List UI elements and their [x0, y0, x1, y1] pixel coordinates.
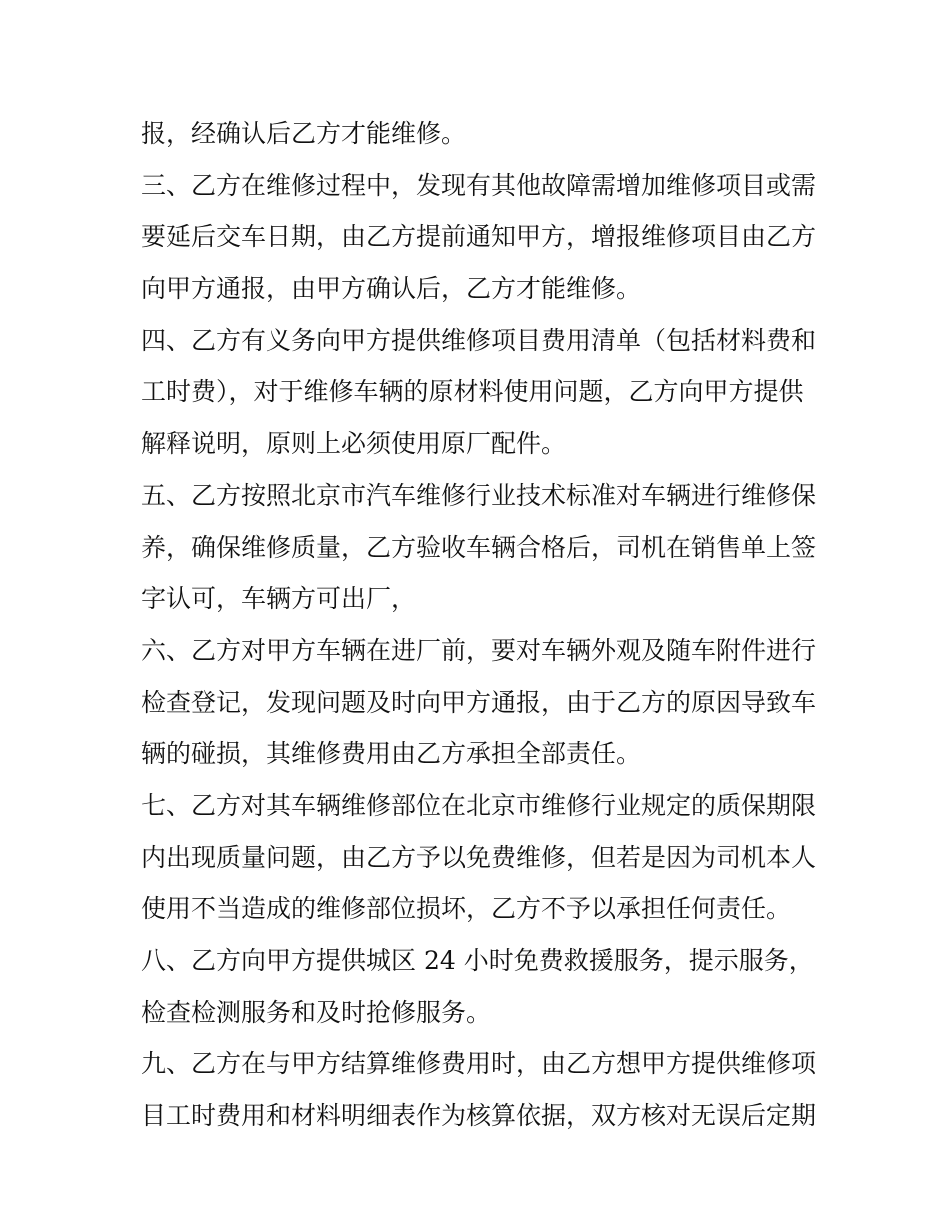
text-line: 要延后交车日期，由乙方提前通知甲方，增报维修项目由乙方 [141, 222, 817, 252]
document-body [141, 108, 821, 1142]
text-line: 四、乙方有义务向甲方提供维修项目费用清单（包括材料费和 [141, 325, 817, 355]
text-line: 九、乙方在与甲方结算维修费用时，由乙方想甲方提供维修项 [141, 1049, 817, 1079]
text-line: 目工时费用和材料明细表作为核算依据，双方核对无误后定期 [141, 1101, 817, 1131]
text-line: 向甲方通报，由甲方确认后，乙方才能维修。 [141, 274, 642, 304]
text-line: 检查登记，发现问题及时向甲方通报，由于乙方的原因导致车 [141, 687, 817, 717]
text-line: 养，确保维修质量，乙方验收车辆合格后，司机在销售单上签 [141, 532, 817, 562]
text-line: 七、乙方对其车辆维修部位在北京市维修行业规定的质保期限 [141, 790, 817, 820]
text-line: 解释说明，原则上必须使用原厂配件。 [141, 429, 567, 459]
text-line: 八、乙方向甲方提供城区 24 小时免费救援服务，提示服务， [141, 946, 814, 975]
text-line: 检查检测服务和及时抢修服务。 [141, 997, 492, 1027]
text-line: 工时费），对于维修车辆的原材料使用问题，乙方向甲方提供 [141, 377, 804, 407]
text-line: 六、乙方对甲方车辆在进厂前，要对车辆外观及随车附件进行 [141, 635, 817, 665]
text-line: 内出现质量问题，由乙方予以免费维修，但若是因为司机本人 [141, 842, 817, 872]
text-line: 报，经确认后乙方才能维修。 [141, 119, 467, 148]
text-line: 三、乙方在维修过程中，发现有其他故障需增加维修项目或需 [141, 170, 817, 200]
text-line: 辆的碰损，其维修费用由乙方承担全部责任。 [141, 739, 642, 769]
text-line: 字认可，车辆方可出厂， [141, 584, 417, 614]
text-line: 使用不当造成的维修部位损坏，乙方不予以承担任何责任。 [141, 894, 792, 924]
text-line: 五、乙方按照北京市汽车维修行业技术标准对车辆进行维修保 [141, 480, 817, 510]
